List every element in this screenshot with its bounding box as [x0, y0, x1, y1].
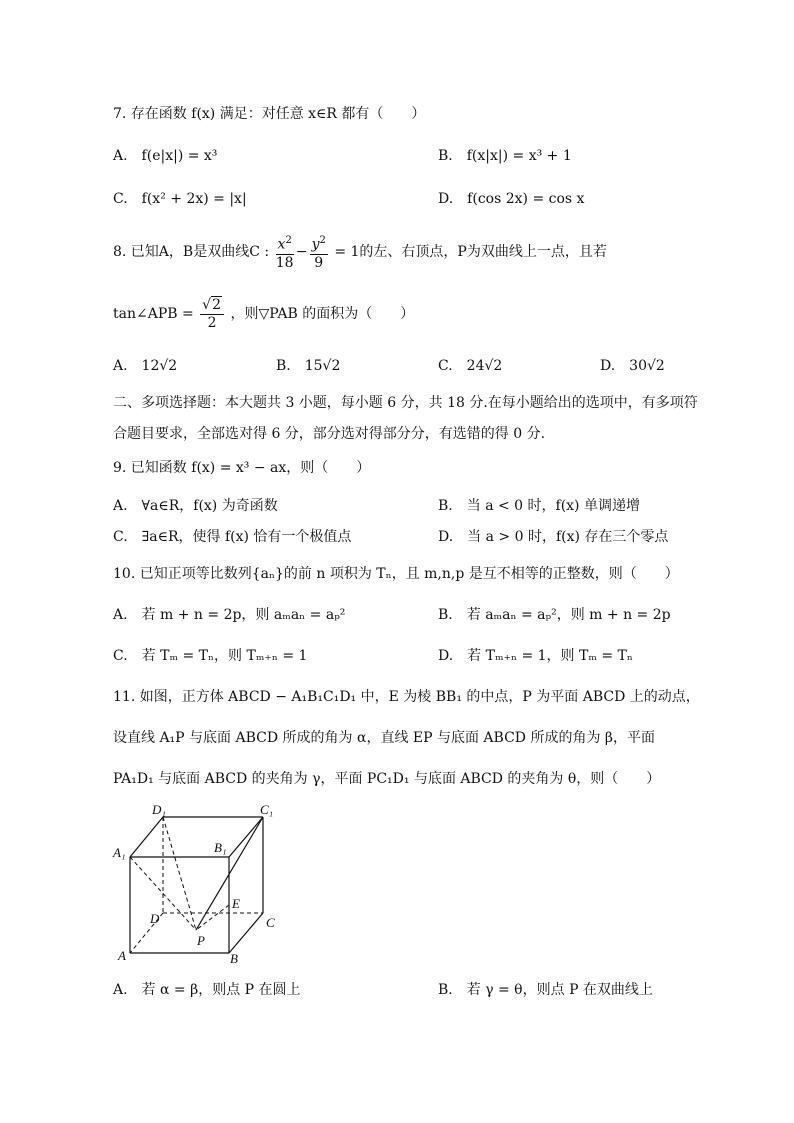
line-ep: [196, 905, 229, 930]
q8-stem: 8. 已知A，B是双曲线C : $\frac{x^2}{18}$ − $\frac{y^2}{9}$ = 1的左、右顶点，P为双曲线上一点，且若: [113, 232, 607, 272]
q11-line1: 11. 如图，正方体 ABCD − A₁B₁C₁D₁ 中，E 为棱 BB₁ 的中点，P 为平面 ABCD 上的动点，: [113, 689, 700, 705]
label-a1: A₁: [113, 845, 126, 860]
section2-line2: 合题目要求，全部选对得 6 分，部分选对得部分分，有选错的得 0 分.: [113, 426, 546, 442]
q10-option-b: B. 若 aₘaₙ = aₚ²，则 m + n = 2p: [438, 607, 671, 623]
q7-stem: 7. 存在函数 f(x) 满足：对任意 x∈R 都有（ ）: [113, 106, 426, 122]
q9-stem: 9. 已知函数 f(x) = x³ − ax，则（ ）: [113, 460, 371, 476]
q10-option-a: A. 若 m + n = 2p，则 aₘaₙ = aₚ²: [113, 607, 346, 623]
label-d: D: [150, 911, 160, 926]
label-e: E: [232, 896, 240, 911]
q7-option-a: A. f(e|x|) = x³: [113, 148, 218, 164]
q8-stem-post: = 1的左、右顶点，P为双曲线上一点，且若: [334, 244, 607, 260]
label-p: P: [197, 933, 205, 948]
label-d1: D₁: [152, 802, 166, 817]
label-c1: C₁: [260, 802, 274, 817]
fraction-sqrt2-2: $\frac{√2}{2}$: [200, 297, 224, 332]
q10-option-c: C. 若 Tₘ = Tₙ，则 Tₘ₊ₙ = 1: [113, 648, 308, 664]
q8-option-c: C. 24√2: [438, 358, 503, 374]
q8-line2-pre: tan∠APB =: [113, 306, 194, 322]
q8-stem-pre: 8. 已知A，B是双曲线C :: [113, 244, 270, 260]
q8-option-d: D. 30√2: [600, 358, 665, 374]
label-c: C: [266, 915, 275, 930]
cube-figure: [112, 800, 292, 970]
edge-a1d1: [130, 817, 163, 857]
q8-line2-post: ，则▽PAB 的面积为（ ）: [230, 306, 415, 322]
label-b: B: [230, 951, 238, 966]
q7-option-b: B. f(x|x|) = x³ + 1: [438, 148, 572, 164]
q11-line2: 设直线 A₁P 与底面 ABCD 所成的角为 α，直线 EP 与底面 ABCD 所成的角为 β，平面: [113, 730, 656, 746]
q7-option-d: D. f(cos 2x) = cos x: [438, 191, 585, 207]
q7-option-c: C. f(x² + 2x) = |x|: [113, 191, 247, 207]
q11-line3: PA₁D₁ 与底面 ABCD 的夹角为 γ，平面 PC₁D₁ 与底面 ABCD 的夹角为 θ，则（ ）: [113, 771, 661, 787]
section2-line1: 二、多项选择题：本大题共 3 小题，每小题 6 分，共 18 分.在每小题给出的选项中，有多项符: [113, 395, 698, 411]
edge-cb: [229, 913, 263, 953]
fraction-y2-9: $\frac{y^2}{9}$: [310, 232, 328, 272]
q9-option-d: D. 当 a > 0 时，f(x) 存在三个零点: [438, 529, 669, 545]
fraction-x2-18: $\frac{x^2}{18}$: [276, 232, 294, 272]
q8-option-a: A. 12√2: [113, 358, 178, 374]
q10-option-d: D. 若 Tₘ₊ₙ = 1，则 Tₘ = Tₙ: [438, 648, 633, 664]
q11-option-b: B. 若 γ = θ，则点 P 在双曲线上: [438, 982, 653, 998]
label-a: A: [118, 948, 126, 963]
q8-option-b: B. 15√2: [276, 358, 341, 374]
q8-line2: [113, 294, 414, 334]
q9-option-a: A. ∀a∈R，f(x) 为奇函数: [113, 498, 278, 514]
edge-c1b1: [229, 817, 263, 857]
q9-option-c: C. ∃a∈R，使得 f(x) 恰有一个极值点: [113, 529, 352, 545]
q11-option-a: A. 若 α = β，则点 P 在圆上: [113, 982, 301, 998]
label-b1: B₁: [214, 840, 227, 855]
q9-option-b: B. 当 a < 0 时，f(x) 单调递增: [438, 498, 640, 514]
q10-stem: 10. 已知正项等比数列{aₙ}的前 n 项积为 Tₙ，且 m,n,p 是互不相等的正整数，则（ ）: [113, 566, 679, 582]
